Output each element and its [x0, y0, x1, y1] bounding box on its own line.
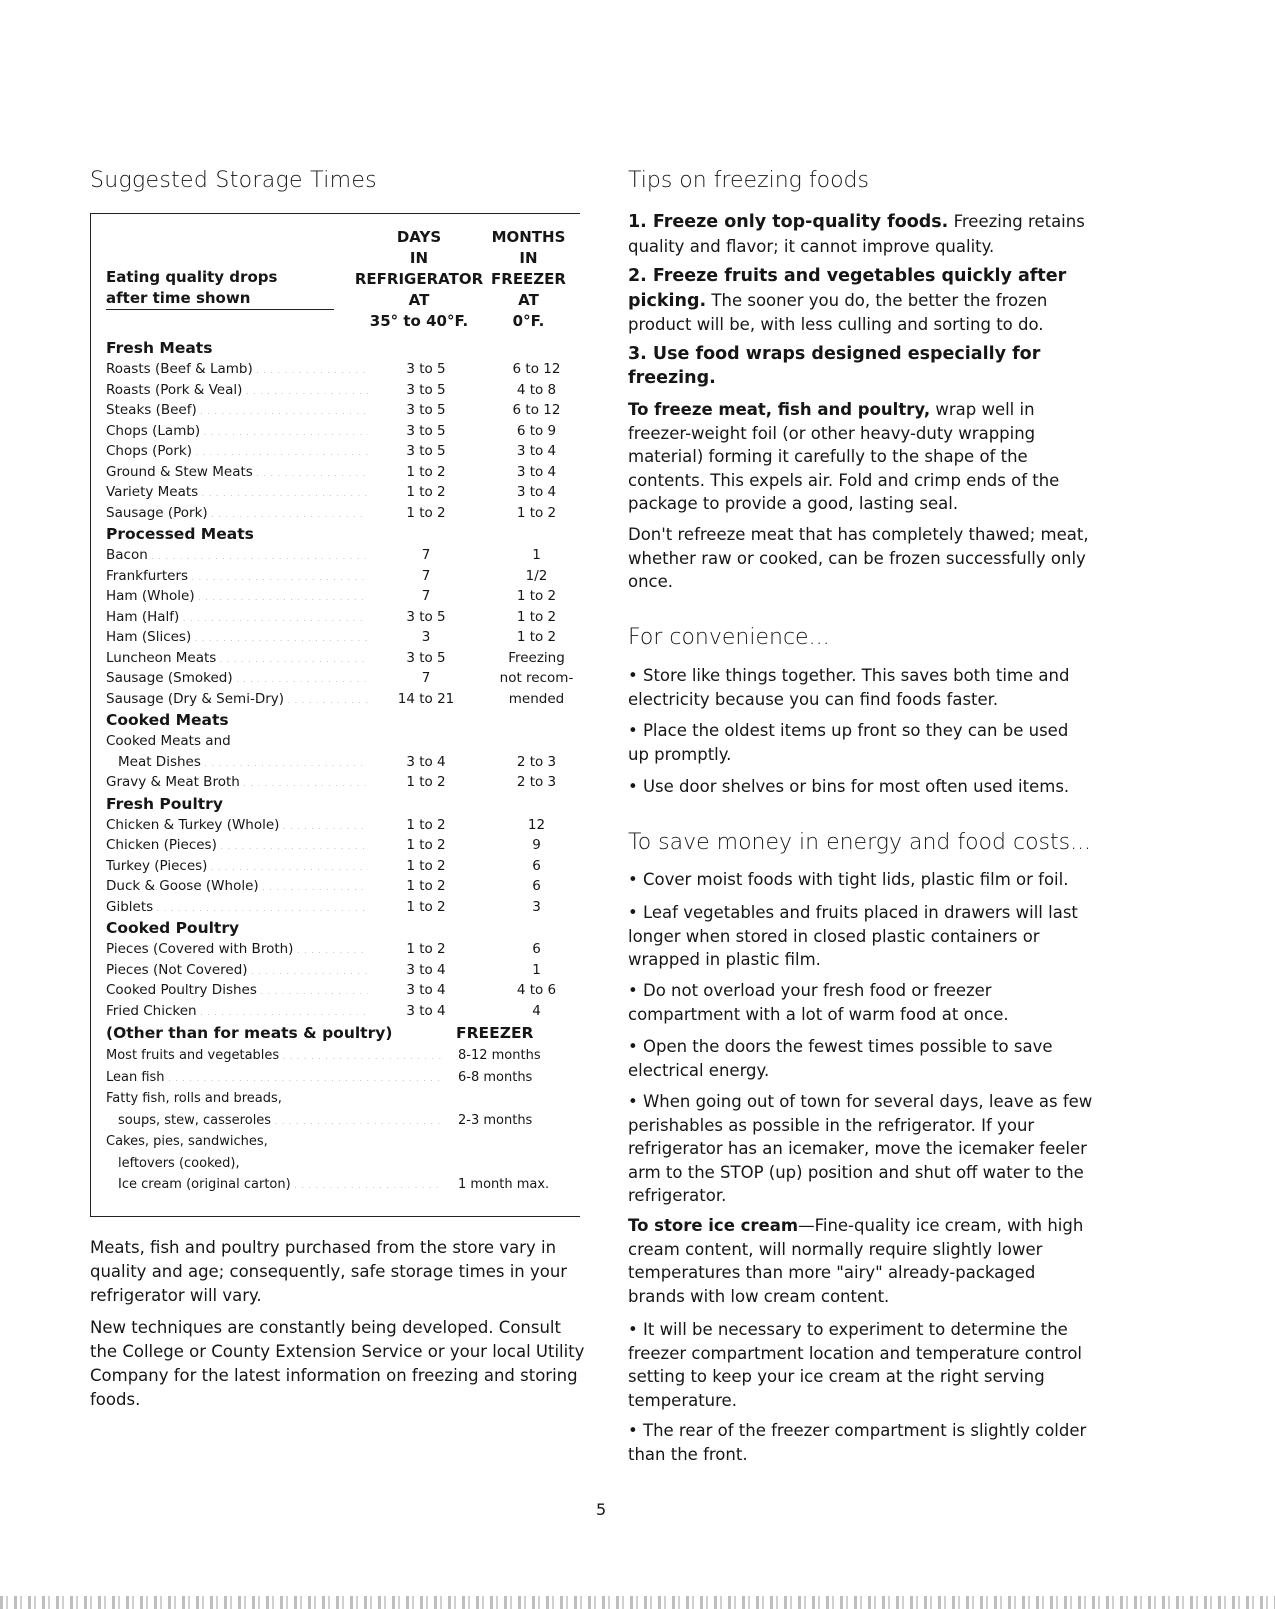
table-row	[106, 482, 576, 503]
freezer-months: 4	[532, 1002, 541, 1019]
tip-food-wraps: 3. Use food wraps designed especially for freezing.	[628, 344, 1041, 388]
freezer-months: 6	[532, 857, 541, 874]
food-name-text: Sausage (Pork)	[106, 504, 208, 521]
refrigerator-days: 1 to 2	[406, 816, 446, 833]
food-name	[106, 566, 368, 589]
months-header-line: AT	[518, 291, 539, 309]
save-money-item: • When going out of town for several days, leave as few perishables as possible in the refrigerator. If your refrigerator has an icemaker, move the icemaker feeler arm to the STOP (up) position and shut off water to the refrigerator.	[628, 1090, 1093, 1208]
food-name-text: Frankfurters	[106, 567, 189, 584]
table-row	[106, 960, 576, 981]
freezer-months: 6 to 12	[512, 402, 561, 418]
freezer-months: 3 to 4	[516, 463, 557, 480]
food-name-text: Luncheon Meats	[106, 649, 217, 666]
food-name	[106, 1045, 444, 1068]
food-name	[106, 400, 368, 423]
freezer-time: 8-12 months	[458, 1048, 541, 1063]
meat-body: wrap well in freezer-weight foil (or other heavy-duty wrapping material) forming it carefully to the shape of the contents. This expels air. Fold and crimp ends of the package to provide a good, lasting seal.	[628, 400, 1060, 513]
days-column-header	[354, 227, 484, 332]
convenience-item: • Place the oldest items up front so they can be used up promptly.	[628, 719, 1093, 766]
freezer-time: 2-3 months	[458, 1112, 533, 1128]
storage-times-title: Suggested Storage Times	[90, 168, 377, 193]
table-row	[106, 380, 576, 401]
refrigerator-days: 3 to 4	[406, 961, 446, 978]
table-row	[106, 1153, 576, 1175]
freezer-months: 1/2	[525, 567, 548, 584]
category-heading: Fresh Poultry	[106, 794, 223, 813]
food-name	[106, 421, 368, 444]
food-name	[106, 380, 368, 403]
food-name	[106, 503, 368, 526]
table-row	[106, 980, 576, 1001]
meat-wrapping-paragraph	[628, 398, 1093, 516]
food-name	[106, 689, 368, 712]
freezer-months: 1 to 2	[516, 588, 557, 604]
refrigerator-days: 1 to 2	[406, 857, 446, 874]
food-name	[106, 876, 368, 899]
table-row	[106, 400, 576, 421]
save-money-item: • Do not overload your fresh food or freezer compartment with a lot of warm food at once.	[628, 979, 1093, 1026]
days-header-line: REFRIGERATOR	[354, 270, 484, 288]
food-name-text: Chicken (Pieces)	[106, 837, 217, 853]
refrigerator-days: 7	[421, 588, 431, 604]
storage-rows	[106, 337, 576, 1196]
freezer-months: 1	[532, 961, 541, 978]
table-row	[106, 359, 576, 380]
food-name-text: Roasts (Beef & Lamb)	[106, 361, 253, 377]
food-name	[106, 897, 368, 920]
ice-cream-heading: To store ice cream	[628, 1216, 799, 1235]
table-row	[106, 731, 576, 752]
food-name	[106, 627, 368, 650]
food-name	[106, 1110, 444, 1133]
months-column-header	[486, 227, 571, 332]
food-name-text: soups, stew, casseroles	[118, 1112, 272, 1128]
table-row	[106, 772, 576, 793]
food-name	[106, 359, 368, 382]
days-header-line: 35° to 40°F.	[369, 312, 469, 330]
refrigerator-days: 3 to 5	[406, 402, 446, 418]
ice-cream-item: • It will be necessary to experiment to determine the freezer compartment location and temperature control setting to keep your ice cream at the right serving temperature.	[628, 1318, 1093, 1412]
food-name-text: Sausage (Smoked)	[106, 670, 233, 686]
refrigerator-days: 1 to 2	[406, 941, 446, 957]
food-name-text: Lean fish	[106, 1069, 165, 1085]
table-row	[106, 752, 576, 773]
food-name-text: Fried Chicken	[106, 1002, 197, 1019]
food-name	[106, 648, 368, 671]
eating-header-line1: Eating quality drops	[106, 268, 278, 286]
ice-cream-paragraph	[628, 1214, 1093, 1308]
storage-note-paragraph: Meats, fish and poultry purchased from the store vary in quality and age; consequently, safe storage times in your refrigerator will vary.	[90, 1238, 568, 1305]
category-heading: Cooked Poultry	[106, 919, 240, 937]
tip-top-quality	[628, 210, 1093, 258]
food-name-text: Ham (Slices)	[106, 629, 192, 645]
table-row	[106, 668, 576, 689]
refrigerator-days: 1 to 2	[406, 463, 446, 480]
meat-heading: To freeze meat, fish and poultry,	[628, 400, 931, 419]
food-name-text: Variety Meats	[106, 484, 199, 500]
freezer-months: 9	[532, 837, 541, 853]
days-header-line: IN	[409, 249, 429, 267]
food-name-text: Turkey (Pieces)	[106, 857, 208, 874]
food-name	[106, 815, 368, 838]
food-name-text: Cooked Poultry Dishes	[106, 982, 257, 998]
refrigerator-days: 1 to 2	[406, 878, 446, 894]
table-row	[106, 627, 576, 648]
food-name	[106, 731, 368, 754]
freezer-months: 3 to 4	[516, 443, 557, 459]
table-row	[106, 648, 576, 669]
freezer-column-label: FREEZER	[456, 1024, 534, 1042]
freezer-months: 4 to 6	[516, 982, 557, 998]
refrigerator-days: 1 to 2	[406, 898, 446, 915]
food-name-text: Sausage (Dry & Semi-Dry)	[106, 690, 285, 707]
food-name	[106, 1088, 444, 1111]
table-row	[106, 566, 576, 587]
days-header-line: AT	[408, 291, 430, 309]
other-foods-label: (Other than for meats & poultry)	[106, 1024, 393, 1042]
ice-cream-body: —Fine-quality ice cream, with high cream content, will normally require slightly lower temperatures than more "airy" already-packaged brands with low cream content.	[628, 1216, 1084, 1306]
freezer-months: Freezing	[508, 649, 565, 666]
table-row	[106, 939, 576, 960]
food-name	[106, 835, 368, 858]
scan-edge-artifact	[0, 1596, 1275, 1609]
ice-cream-item: • The rear of the freezer compartment is slightly colder than the front.	[628, 1419, 1093, 1466]
freezer-months: 6 to 9	[516, 422, 557, 439]
refrigerator-days: 3 to 4	[406, 982, 446, 998]
storage-times-table	[90, 213, 580, 1217]
storage-times-column	[90, 168, 590, 1409]
refrigerator-days: 1 to 2	[406, 837, 446, 853]
table-row	[106, 876, 576, 897]
freezer-months: 6	[532, 941, 541, 957]
food-name-text: Cakes, pies, sandwiches,	[106, 1134, 268, 1149]
tip-freeze-quickly	[628, 264, 1093, 337]
refrigerator-days: 3 to 5	[406, 381, 446, 398]
food-name	[106, 441, 368, 464]
table-row	[106, 1045, 576, 1067]
table-row	[106, 1110, 576, 1132]
freezer-time: 1 month max.	[458, 1177, 550, 1192]
food-name	[106, 960, 368, 983]
refrigerator-days: 7	[421, 670, 431, 686]
food-name	[106, 939, 368, 962]
months-header-line: FREEZER	[491, 270, 566, 288]
table-row	[106, 607, 576, 628]
freezer-months: 2 to 3	[516, 774, 557, 790]
freezer-months: not recom-	[499, 670, 574, 686]
freezer-months: 3 to 4	[516, 484, 557, 500]
food-name	[106, 772, 368, 795]
convenience-item: • Use door shelves or bins for most often used items.	[628, 775, 1093, 799]
food-name	[106, 1131, 444, 1154]
food-name	[106, 482, 368, 505]
freezer-time: 6-8 months	[458, 1069, 533, 1085]
food-name	[106, 586, 368, 609]
freezer-months: 6 to 12	[512, 361, 561, 377]
tip-body: The sooner you do, the better the frozen product will be, with less culling and sorting to do.	[628, 290, 1048, 334]
refrigerator-days: 3 to 5	[406, 422, 446, 439]
table-row	[106, 856, 576, 877]
food-name-text: Chops (Pork)	[106, 443, 192, 459]
freezer-months: 12	[527, 816, 546, 833]
food-name	[106, 856, 368, 879]
food-name	[106, 462, 368, 485]
page-number: 5	[596, 1500, 607, 1519]
refrigerator-days: 14 to 21	[397, 690, 455, 707]
freezer-months: mended	[508, 690, 565, 707]
freezing-tips-title: Tips on freezing foods	[628, 168, 869, 193]
new-techniques-paragraph: New techniques are constantly being developed. Consult the College or County Extension Service or your local Utility Company for the latest information on freezing and storing foods.	[90, 1318, 585, 1409]
table-row	[106, 441, 576, 462]
days-header-line: DAYS	[396, 228, 442, 246]
table-row	[106, 835, 576, 856]
months-header-line: 0°F.	[512, 312, 545, 330]
eating-quality-header	[106, 267, 334, 310]
refrigerator-days: 7	[421, 567, 431, 584]
refrigerator-days: 1 to 2	[406, 774, 446, 790]
food-name	[106, 1174, 444, 1197]
refrigerator-days: 3 to 5	[406, 649, 446, 666]
food-name-text: Most fruits and vegetables	[106, 1048, 280, 1063]
table-row	[106, 1131, 576, 1153]
table-row	[106, 1067, 576, 1089]
save-money-item: • Cover moist foods with tight lids, plastic film or foil.	[628, 868, 1093, 892]
convenience-title: For convenience...	[628, 625, 830, 650]
category-heading: Processed Meats	[106, 525, 254, 543]
refreeze-warning: Don't refreeze meat that has completely thawed; meat, whether raw or cooked, can be frozen successfully only once.	[628, 525, 1089, 591]
tip-heading: 1. Freeze only top-quality foods.	[628, 212, 949, 232]
food-name	[106, 607, 368, 630]
food-name-text: Pieces (Not Covered)	[106, 961, 248, 978]
food-name	[106, 1067, 444, 1090]
food-name-text: Ground & Stew Meats	[106, 463, 253, 480]
refrigerator-days: 3 to 5	[406, 361, 446, 377]
refrigerator-days: 3 to 4	[406, 1002, 446, 1019]
food-name	[106, 980, 368, 1003]
food-name-text: leftovers (cooked),	[118, 1155, 240, 1171]
food-name-text: Duck & Goose (Whole)	[106, 878, 259, 894]
refrigerator-days: 1 to 2	[406, 484, 446, 500]
freezer-months: 6	[532, 878, 541, 894]
months-header-line: MONTHS	[491, 228, 566, 246]
table-row	[106, 897, 576, 918]
food-name-text: Meat Dishes	[118, 753, 201, 770]
food-name	[106, 668, 368, 691]
freezer-months: 1	[532, 547, 541, 563]
category-heading: Fresh Meats	[106, 339, 213, 357]
table-row	[106, 815, 576, 836]
refrigerator-days: 3 to 5	[406, 443, 446, 459]
food-name-text: Bacon	[106, 547, 148, 563]
food-name-text: Roasts (Pork & Veal)	[106, 381, 243, 398]
table-row	[106, 1001, 576, 1022]
table-row	[106, 1088, 576, 1110]
category-heading: Cooked Meats	[106, 711, 229, 729]
table-row	[106, 421, 576, 442]
food-name-text: Ham (Half)	[106, 608, 180, 625]
save-money-title: To save money in energy and food costs...	[628, 830, 1092, 855]
refrigerator-days: 3 to 5	[406, 608, 446, 625]
food-name-text: Cooked Meats and	[106, 733, 231, 749]
freezer-months: 4 to 8	[516, 381, 557, 398]
food-name-text: Pieces (Covered with Broth)	[106, 941, 294, 957]
food-name-text: Gravy & Meat Broth	[106, 774, 240, 790]
food-name-text: Chicken & Turkey (Whole)	[106, 816, 280, 833]
table-row	[106, 689, 576, 710]
table-row	[106, 545, 576, 566]
food-name	[106, 1153, 444, 1176]
months-header-line: IN	[519, 249, 538, 267]
tip-body: Freezing retains quality and flavor; it cannot improve quality.	[628, 212, 1085, 256]
food-name-text: Ham (Whole)	[106, 588, 195, 604]
table-row	[106, 503, 576, 524]
food-name-text: Steaks (Beef)	[106, 402, 197, 418]
food-name-text: Giblets	[106, 898, 154, 915]
refrigerator-days: 7	[421, 547, 431, 563]
save-money-item: • Open the doors the fewest times possible to save electrical energy.	[628, 1035, 1093, 1082]
food-name-text: Fatty fish, rolls and breads,	[106, 1091, 282, 1106]
eating-header-line2: after time shown	[106, 288, 334, 310]
freezer-months: 1 to 2	[516, 629, 557, 645]
food-name-text: Chops (Lamb)	[106, 422, 201, 439]
food-name	[106, 545, 368, 568]
convenience-item: • Store like things together. This saves both time and electricity because you can find foods faster.	[628, 664, 1093, 711]
food-name	[106, 1001, 368, 1024]
refrigerator-days: 1 to 2	[406, 504, 446, 521]
food-name	[106, 752, 368, 775]
refrigerator-days: 3 to 4	[406, 753, 446, 770]
table-row	[106, 586, 576, 607]
table-row	[106, 462, 576, 483]
table-row	[106, 1174, 576, 1196]
freezer-months: 1 to 2	[516, 504, 557, 521]
tip-heading: 2. Freeze fruits and vegetables quickly after picking.	[628, 266, 1067, 311]
save-money-item: • Leaf vegetables and fruits placed in drawers will last longer when stored in closed plastic containers or wrapped in plastic film.	[628, 901, 1093, 972]
food-name-text: Ice cream (original carton)	[118, 1177, 291, 1192]
freezer-months: 2 to 3	[516, 753, 557, 770]
other-foods-header	[106, 1021, 576, 1045]
freezer-months: 1 to 2	[516, 608, 557, 625]
freezer-months: 3	[532, 898, 541, 915]
refrigerator-days: 3	[421, 629, 431, 645]
